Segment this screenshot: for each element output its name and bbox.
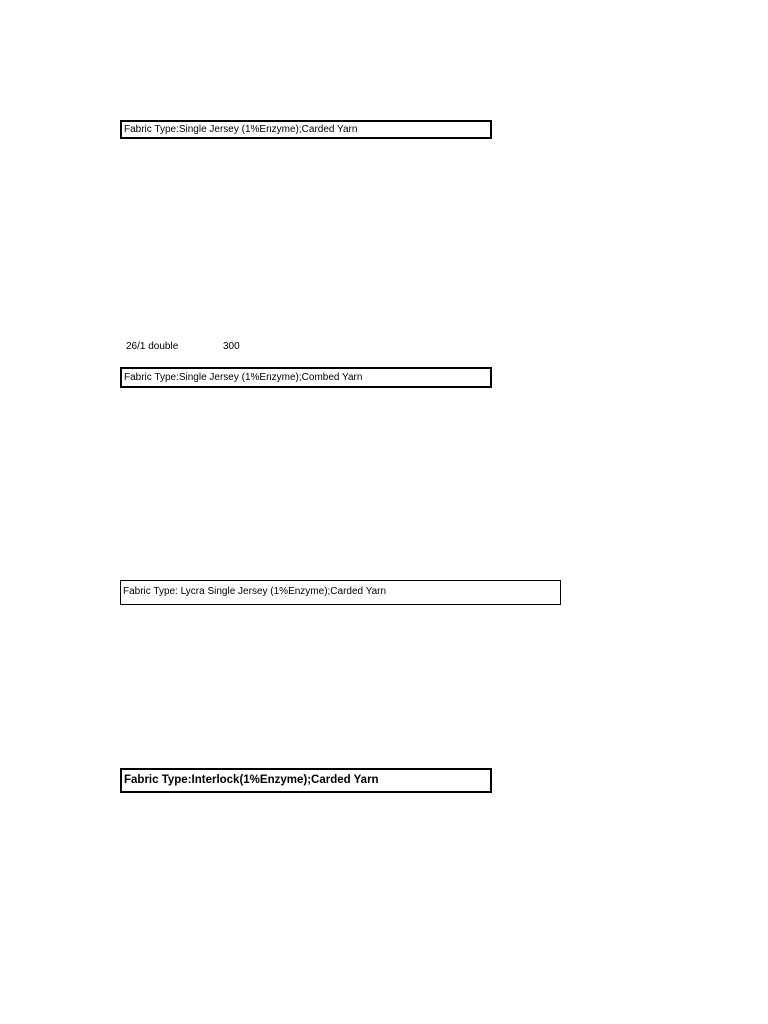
section-title: Fabric Type:Single Jersey (1%Enzyme);Combed Yarn bbox=[120, 367, 492, 388]
section-title: Fabric Type: Lycra Single Jersey (1%Enzyme);Carded Yarn bbox=[120, 580, 561, 605]
extra-row-gsm: 300 bbox=[223, 341, 240, 352]
extra-row-yarn: 26/1 double bbox=[126, 341, 179, 352]
section-title: Fabric Type:Single Jersey (1%Enzyme);Carded Yarn bbox=[120, 120, 492, 139]
section-title: Fabric Type:Interlock(1%Enzyme);Carded Yarn bbox=[120, 768, 492, 793]
